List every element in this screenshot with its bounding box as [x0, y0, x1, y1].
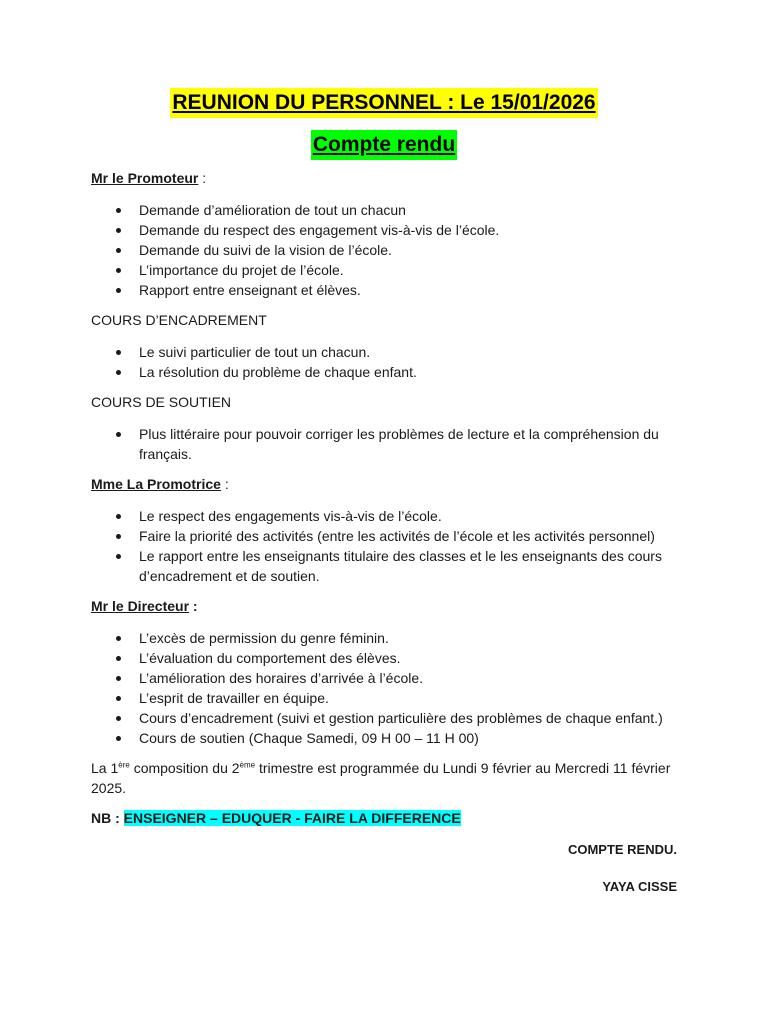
- directeur-suffix: :: [189, 598, 198, 614]
- list-item: L’esprit de travailler en équipe.: [91, 688, 691, 708]
- list-item: Demande d’amélioration de tout un chacun: [91, 200, 691, 220]
- composition-part2: composition du 2: [129, 760, 240, 776]
- list-item: La résolution du problème de chaque enfant.: [91, 362, 691, 382]
- list-item: Faire la priorité des activités (entre les activités de l’école et les activités personnel): [91, 526, 691, 546]
- document-subtitle: Compte rendu: [311, 130, 457, 160]
- list-item: L’amélioration des horaires d’arrivée à l’école.: [91, 668, 691, 688]
- document-title: REUNION DU PERSONNEL : Le 15/01/2026: [170, 88, 597, 118]
- document-body: [91, 168, 691, 914]
- soutien-heading: COURS DE SOUTIEN: [91, 394, 232, 410]
- title-container: [0, 88, 768, 118]
- encadrement-list: [91, 342, 691, 382]
- signature-title: COMPTE RENDU.: [567, 842, 677, 857]
- composition-part1: La 1: [91, 760, 119, 776]
- list-item: Cours d’encadrement (suivi et gestion particulière des problèmes de chaque enfant.): [91, 708, 691, 728]
- composition-sup1: ère: [118, 760, 130, 770]
- list-item: Demande du respect des engagement vis-à-vis de l’école.: [91, 220, 691, 240]
- list-item: Le rapport entre les enseignants titulaire des classes et le les enseignants des cours d’encadrement et de soutien.: [91, 546, 691, 586]
- nb-motto: ENSEIGNER – EDUQUER - FAIRE LA DIFFERENCE: [123, 810, 461, 826]
- list-item: Rapport entre enseignant et élèves.: [91, 280, 691, 300]
- subtitle-container: [0, 130, 768, 160]
- list-item: L’évaluation du comportement des élèves.: [91, 648, 691, 668]
- list-item: Le respect des engagements vis-à-vis de l’école.: [91, 506, 691, 526]
- signature-name: YAYA CISSE: [602, 879, 677, 894]
- soutien-list: [91, 424, 691, 464]
- promotrice-heading: [91, 474, 691, 494]
- nb-label: NB :: [91, 810, 124, 826]
- promotrice-list: [91, 506, 691, 586]
- promoteur-name: Mr le Promoteur: [91, 170, 199, 186]
- composition-paragraph: [91, 758, 691, 798]
- encadrement-heading: COURS D’ENCADREMENT: [91, 312, 267, 328]
- composition-sup2: ème: [239, 760, 256, 770]
- directeur-heading: [91, 596, 691, 616]
- list-item: Plus littéraire pour pouvoir corriger les problèmes de lecture et la compréhension du français.: [91, 424, 691, 464]
- promoteur-list: [91, 200, 691, 300]
- promoteur-suffix: :: [198, 170, 207, 186]
- composition-part3: trimestre est programmée du Lundi 9 février au Mercredi 11 février 2025.: [91, 760, 671, 796]
- directeur-name: Mr le Directeur: [91, 598, 190, 614]
- nb-line: [91, 808, 691, 828]
- list-item: L’excès de permission du genre féminin.: [91, 628, 691, 648]
- list-item: Cours de soutien (Chaque Samedi, 09 H 00 – 11 H 00): [91, 728, 691, 748]
- directeur-list: [91, 628, 691, 748]
- list-item: Le suivi particulier de tout un chacun.: [91, 342, 691, 362]
- promotrice-name: Mme La Promotrice: [91, 476, 221, 492]
- promoteur-heading: [91, 168, 691, 188]
- list-item: L’importance du projet de l’école.: [91, 260, 691, 280]
- promotrice-suffix: :: [220, 476, 229, 492]
- list-item: Demande du suivi de la vision de l’école.: [91, 240, 691, 260]
